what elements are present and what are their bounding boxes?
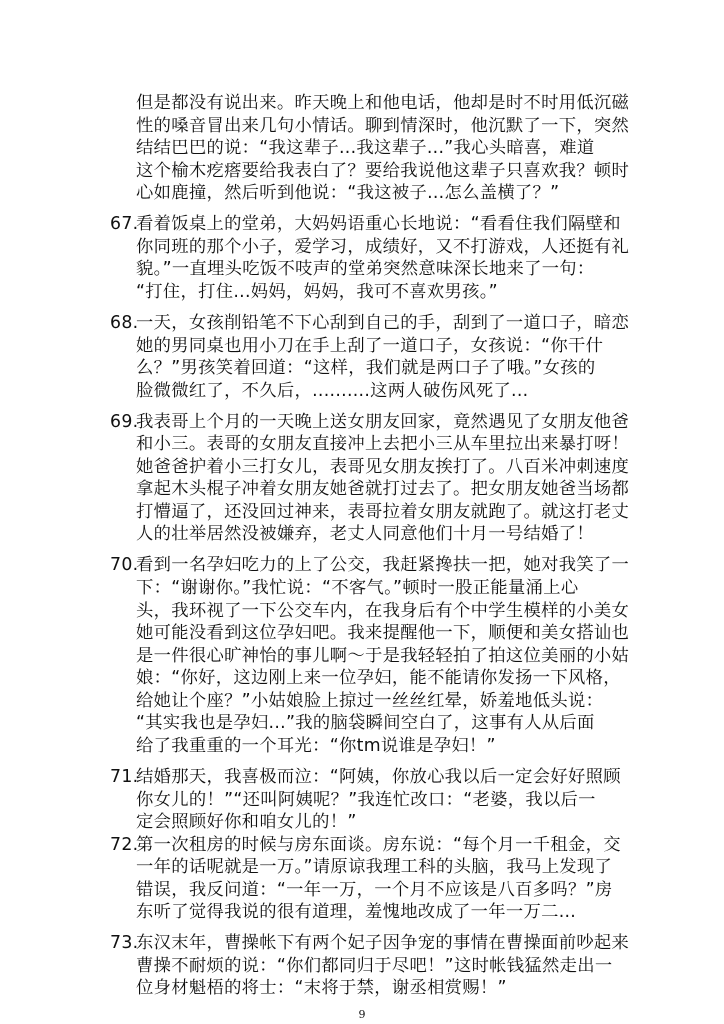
joke-line: 错误，我反问道：“一年一万，一个月不应该是八百多吗？”房 <box>136 879 613 900</box>
joke-68-first-line <box>110 312 629 335</box>
joke-text: 一天，女孩削铅笔不下心刮到自己的手，刮到了一道口子，暗恋 <box>136 312 630 333</box>
joke-line: 给了我重重的一个耳光：“你tm说谁是孕妇！” <box>136 735 496 756</box>
joke-71-first-line <box>110 766 621 789</box>
joke-line: 头，我环视了一下公交车内，在我身后有个中学生模样的小美女 <box>136 600 630 621</box>
joke-line: 她的男同桌也用小刀在手上刮了一道口子，女孩说：“你干什 <box>136 335 604 356</box>
joke-line: 你女儿的！”“还叫阿姨呢？”我连忙改口：“老婆，我以后一 <box>136 789 596 810</box>
joke-line: 你同班的那个小子，爱学习，成绩好，又不打游戏，人还挺有礼 <box>136 236 630 257</box>
joke-line: 位身材魁梧的将士：“末将于禁，谢丞相赏赐！” <box>136 978 507 999</box>
intro-line: 这个榆木疙瘩要给我表白了？要给我说他这辈子只喜欢我？顿时 <box>136 160 630 181</box>
joke-text: 结婚那天，我喜极而泣：“阿姨，你放心我以后一定会好好照顾 <box>136 766 621 787</box>
joke-line: 和小三。表哥的女朋友直接冲上去把小三从车里拉出来暴打呀！ <box>136 434 630 455</box>
joke-line: 一年的话呢就是一万。”请原谅我理工科的头脑，我马上发现了 <box>136 857 613 878</box>
joke-text: 第一次租房的时候与房东面谈。房东说：“每个月一千租金，交 <box>136 834 621 855</box>
joke-number: 71. <box>110 766 139 787</box>
joke-70-first-line <box>110 554 629 577</box>
joke-72-first-line <box>110 834 621 857</box>
page-number: 9 <box>358 1008 366 1021</box>
joke-line: 给她让个座？”小姑娘脸上掠过一丝丝红晕，娇羞地低头说： <box>136 690 604 711</box>
joke-number: 67. <box>110 214 139 235</box>
joke-line: 娘：“你好，这边刚上来一位孕妇，能不能请你发扬一下风格， <box>136 668 621 689</box>
intro-line: 但是都没有说出来。昨天晚上和他电话，他却是时不时用低沉磁 <box>136 93 630 113</box>
joke-line: 人的壮举居然没被嫌弃，老丈人同意他们十月一号结婚了！ <box>136 524 594 545</box>
joke-number: 68. <box>110 312 139 333</box>
joke-69-first-line <box>110 411 629 434</box>
joke-line: 定会照顾好你和咱女儿的！” <box>136 812 357 833</box>
joke-line: “其实我也是孕妇...”我的脑袋瞬间空白了，这事有人从后面 <box>136 713 595 734</box>
intro-line: 结结巴巴的说：“我这辈子...我这辈子...”我心头暗喜，难道 <box>136 138 595 159</box>
joke-number: 73. <box>110 933 139 954</box>
intro-line: 心如鹿撞，然后听到他说：“我这被子...怎么盖横了？” <box>136 183 560 204</box>
joke-text: 看着饭桌上的堂弟，大妈妈语重心长地说：“看看住我们隔壁和 <box>136 214 621 235</box>
joke-line: 是一件很心旷神怡的事儿啊～于是我轻轻拍了拍这位美丽的小姑 <box>136 645 630 666</box>
joke-line: 她爸爸护着小三打女儿，表哥见女朋友挨打了。八百米冲刺速度 <box>136 456 630 477</box>
joke-text: 我表哥上个月的一天晚上送女朋友回家，竟然遇见了女朋友他爸 <box>136 411 630 432</box>
joke-line: 她可能没看到这位孕妇吧。我来提醒他一下，顺便和美女搭讪也 <box>136 623 630 644</box>
joke-67-first-line <box>110 213 621 236</box>
intro-line: 性的嗓音冒出来几句小情话。聊到情深时，他沉默了一下，突然 <box>136 115 630 136</box>
joke-73-first-line <box>110 932 629 955</box>
joke-line: 下：“谢谢你。”我忙说：“不客气。”顿时一股正能量涌上心 <box>136 578 579 599</box>
joke-text: 看到一名孕妇吃力的上了公交，我赶紧搀扶一把，她对我笑了一 <box>136 555 630 576</box>
joke-line: 拿起木头棍子冲着女朋友她爸就打过去了。把女朋友她爸当场都 <box>136 479 630 500</box>
joke-number: 70. <box>110 555 139 576</box>
joke-line: 么？”男孩笑着回道：“这样，我们就是两口子了哦。”女孩的 <box>136 358 596 379</box>
joke-text: 东汉末年，曹操帐下有两个妃子因争宠的事情在曹操面前吵起来 <box>136 933 630 954</box>
joke-number: 72. <box>110 834 139 855</box>
joke-line: 貌。”一直埋头吃饭不吱声的堂弟突然意味深长地来了一句： <box>136 259 595 280</box>
joke-line: 脸微微红了，不久后，..........这两人破伤风死了... <box>136 380 529 401</box>
joke-line: “打住，打住...妈妈，妈妈，我可不喜欢男孩。” <box>136 281 498 302</box>
joke-line: 曹操不耐烦的说：“你们都同归于尽吧！”这时帐钱猛然走出一 <box>136 955 613 976</box>
joke-line: 打懵逼了，还没回过神来，表哥拉着女朋友就跑了。就这打老丈 <box>136 501 630 522</box>
joke-number: 69. <box>110 411 139 432</box>
joke-line: 东听了觉得我说的很有道理，羞愧地改成了一年一万二... <box>136 902 577 923</box>
